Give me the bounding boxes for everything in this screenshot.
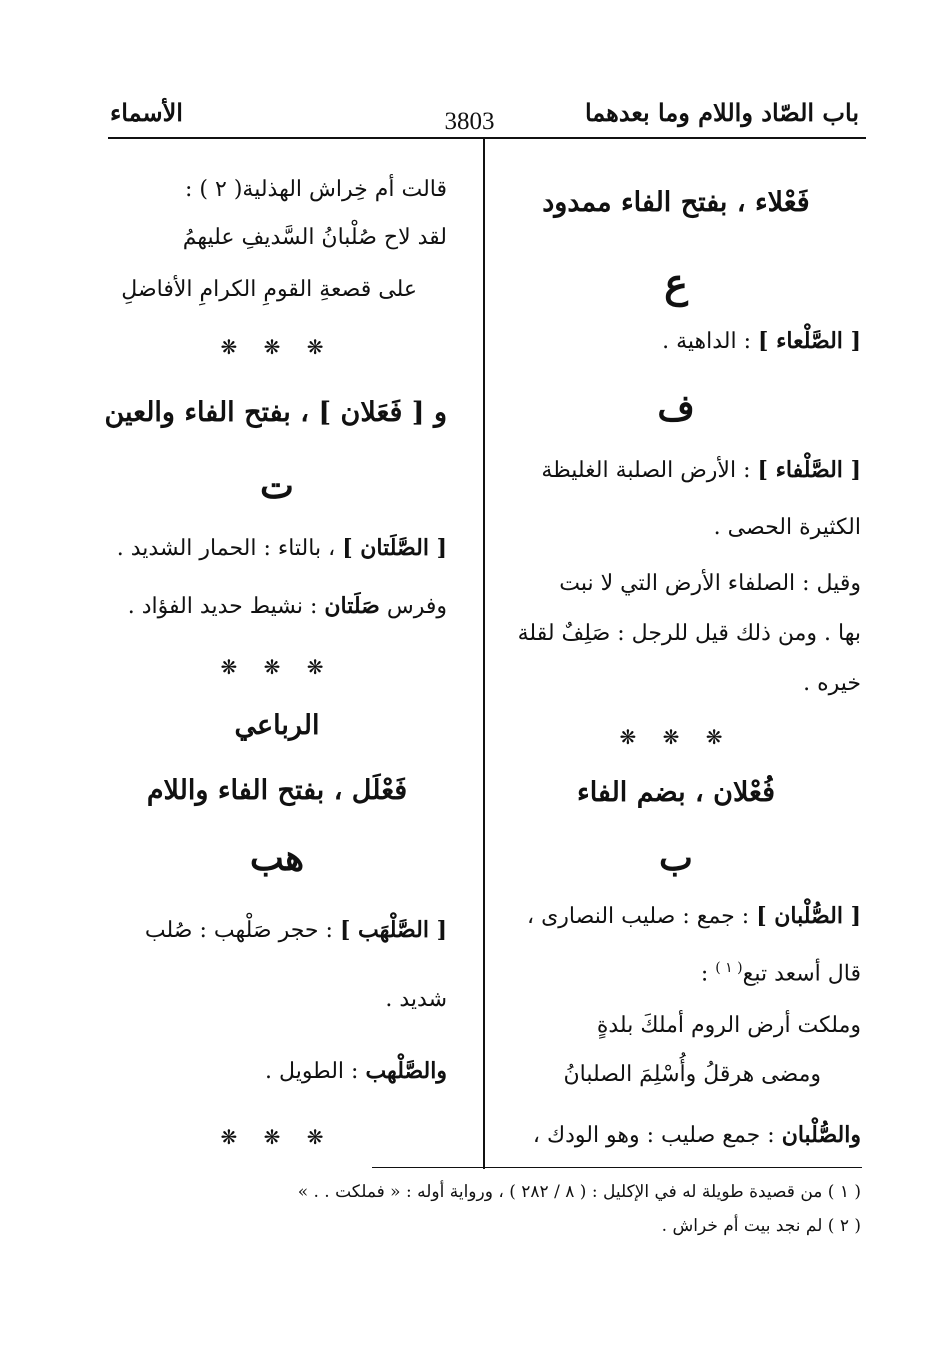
verse-line: وملكت أرض الروم أملكَ بلدةٍ xyxy=(596,1013,861,1038)
entry-definition: : جمع : صليب النصارى ، xyxy=(526,904,750,929)
footnote-1: ( ١ ) من قصيدة طويلة له في الإكليل : ( ٨ / ٢٨٢ ) ، ورواية أوله : « فملكت . . » xyxy=(297,1182,861,1202)
entry-term: [ الصَّلْهَب ] xyxy=(339,917,447,943)
running-header-chapter: باب الصّاد واللام وما بعدهما xyxy=(584,98,859,127)
entry-definition: ، بالتاء : الحمار الشديد . xyxy=(116,536,336,561)
section-separator-stars: ❋ ❋ ❋ xyxy=(619,725,733,749)
root-letter-heading: ف xyxy=(657,387,695,429)
entry xyxy=(491,457,861,483)
entry xyxy=(491,328,861,354)
entry xyxy=(491,1122,861,1148)
quote-intro-text: قال أسعد تبع xyxy=(742,961,861,987)
entry-definition: : نشيط حديد الفؤاد . xyxy=(127,594,318,619)
entry-continuation: الكثيرة الحصى . xyxy=(713,515,861,540)
root-letter-heading: هب xyxy=(249,837,305,879)
quote-colon: : xyxy=(700,961,709,987)
entry-term: [ الصَّلْفاء ] xyxy=(757,457,861,483)
section-separator-stars: ❋ ❋ ❋ xyxy=(220,1125,334,1149)
root-letter-heading: ت xyxy=(260,465,294,507)
quote-intro-text: قالت أم خِراش الهذلية xyxy=(242,177,447,202)
entry-definition: : الداهية . xyxy=(662,329,752,354)
quote-intro xyxy=(491,960,861,986)
quote-colon: : xyxy=(185,177,193,202)
entry-term: [ الصَّلْعاء ] xyxy=(758,328,861,354)
header-rule xyxy=(108,137,866,139)
verse-line: ومضى هرقلُ وأُسْلِمَ الصلبانُ xyxy=(563,1062,821,1087)
entry-definition: : جمع صليب : وهو الودك ، xyxy=(532,1123,775,1148)
pattern-heading: فَعْلاء ، بفتح الفاء ممدود xyxy=(542,187,810,218)
running-header-section: الأسماء xyxy=(110,98,183,127)
entry xyxy=(107,1058,447,1084)
verse-line: لقد لاح صُلْبانُ السَّديفِ عليهمُ xyxy=(182,225,447,250)
quote-intro xyxy=(107,177,447,202)
entry-text-line: خيره . xyxy=(803,671,861,696)
root-letter-heading: ع xyxy=(664,260,688,307)
entry xyxy=(491,903,861,929)
pattern-heading: فُعْلان ، بضم الفاء xyxy=(577,777,775,808)
entry-prefix: وفرس xyxy=(386,594,447,619)
entry-term: والصُّلْبان xyxy=(781,1122,861,1148)
entry-term: صَلَتان xyxy=(324,593,380,619)
pattern-heading: فَعْلَل ، بفتح الفاء واللام xyxy=(146,775,408,806)
page-number: 3803 xyxy=(444,108,495,135)
entry-term: والصَّلْهب xyxy=(365,1058,447,1084)
entry xyxy=(107,593,447,619)
footnote-ref: ( ٢ ) xyxy=(199,177,243,202)
entry xyxy=(107,535,447,561)
section-heading: الرباعي xyxy=(234,710,320,741)
entry-term: [ الصَّلَتان ] xyxy=(342,535,447,561)
verse-line: على قصعةِ القومِ الكرامِ الأفاضلِ xyxy=(121,277,417,302)
entry-continuation: شديد . xyxy=(385,987,447,1012)
footnote-rule xyxy=(372,1167,862,1168)
entry-definition: : الطويل . xyxy=(265,1059,359,1084)
pattern-heading: و [ فَعَلان ] ، بفتح الفاء والعين xyxy=(104,397,447,428)
section-separator-stars: ❋ ❋ ❋ xyxy=(220,335,334,359)
root-letter-heading: ب xyxy=(659,837,693,879)
entry-text-line: وقيل : الصلفاء الأرض التي لا نبت xyxy=(559,571,861,596)
footnote-ref: ( ١ ) xyxy=(715,960,743,976)
section-separator-stars: ❋ ❋ ❋ xyxy=(220,655,334,679)
entry xyxy=(107,917,447,943)
column-divider xyxy=(483,137,485,1169)
entry-term: [ الصُّلْبان ] xyxy=(756,903,861,929)
entry-definition: : الأرض الصلبة الغليظة xyxy=(541,458,751,483)
entry-definition: : حجر صَلْهب : صُلب xyxy=(144,918,333,943)
footnote-2: ( ٢ ) لم نجد بيت أم خراش . xyxy=(661,1216,861,1236)
entry-text-line: بها . ومن ذلك قيل للرجل : صَلِفٌ لقلة xyxy=(517,621,861,646)
